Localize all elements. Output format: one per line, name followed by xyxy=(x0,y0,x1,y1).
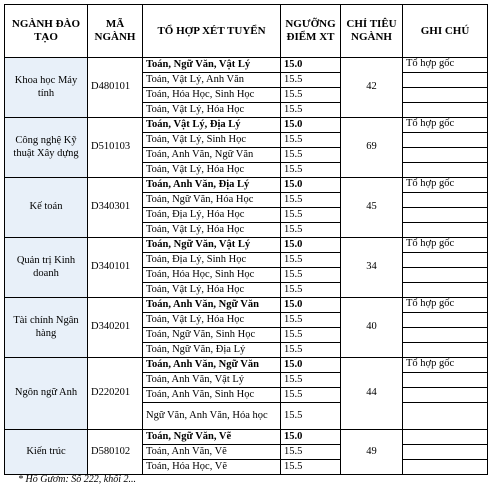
table-body xyxy=(5,58,488,475)
threshold-score: 15.5 xyxy=(281,193,341,208)
header-row xyxy=(5,5,488,58)
threshold-score: 15.5 xyxy=(281,73,341,88)
threshold-score: 15.0 xyxy=(281,118,341,133)
subject-combination: Toán, Anh Văn, Ngữ Văn xyxy=(143,358,281,373)
note-cell: Tổ hợp gốc xyxy=(403,358,488,373)
subject-combination: Toán, Vật Lý, Hóa Học xyxy=(143,283,281,298)
header-score: NGƯỠNG ĐIỂM XT xyxy=(281,5,341,58)
threshold-score: 15.5 xyxy=(281,148,341,163)
table-row xyxy=(5,118,488,133)
subject-combination: Toán, Anh Văn, Vẽ xyxy=(143,445,281,460)
subject-combination: Ngữ Văn, Anh Văn, Hóa học xyxy=(143,403,281,430)
quota-value: 42 xyxy=(341,58,403,118)
subject-combination: Toán, Vật Lý, Hóa Học xyxy=(143,313,281,328)
note-cell: Tổ hợp gốc xyxy=(403,178,488,193)
major-code: D340301 xyxy=(88,178,143,238)
subject-combination: Toán, Hóa Học, Vẽ xyxy=(143,460,281,475)
note-cell xyxy=(403,268,488,283)
threshold-score: 15.5 xyxy=(281,223,341,238)
note-cell xyxy=(403,133,488,148)
threshold-score: 15.5 xyxy=(281,283,341,298)
table-row xyxy=(5,58,488,73)
admission-table xyxy=(4,4,488,475)
note-cell xyxy=(403,388,488,403)
table-row xyxy=(5,430,488,445)
subject-combination: Toán, Anh Văn, Địa Lý xyxy=(143,178,281,193)
major-code: D510103 xyxy=(88,118,143,178)
subject-combination: Toán, Ngữ Văn, Hóa Học xyxy=(143,193,281,208)
note-cell xyxy=(403,343,488,358)
major-code: D580102 xyxy=(88,430,143,475)
threshold-score: 15.5 xyxy=(281,460,341,475)
header-code: MÃ NGÀNH xyxy=(88,5,143,58)
note-cell xyxy=(403,103,488,118)
note-cell xyxy=(403,283,488,298)
subject-combination: Toán, Vật Lý, Hóa Học xyxy=(143,223,281,238)
note-cell xyxy=(403,163,488,178)
major-name: Tài chính Ngân hàng xyxy=(5,298,88,358)
major-name: Khoa học Máy tính xyxy=(5,58,88,118)
quota-value: 69 xyxy=(341,118,403,178)
table-row xyxy=(5,238,488,253)
note-cell: Tổ hợp gốc xyxy=(403,118,488,133)
threshold-score: 15.5 xyxy=(281,373,341,388)
header-combos: TỔ HỢP XÉT TUYỂN xyxy=(143,5,281,58)
major-code: D480101 xyxy=(88,58,143,118)
subject-combination: Toán, Ngữ Văn, Sinh Học xyxy=(143,328,281,343)
threshold-score: 15.5 xyxy=(281,445,341,460)
note-cell xyxy=(403,193,488,208)
threshold-score: 15.5 xyxy=(281,343,341,358)
quota-value: 44 xyxy=(341,358,403,430)
subject-combination: Toán, Vật Lý, Hóa Học xyxy=(143,163,281,178)
major-code: D340201 xyxy=(88,298,143,358)
quota-value: 40 xyxy=(341,298,403,358)
table-row xyxy=(5,178,488,193)
threshold-score: 15.5 xyxy=(281,88,341,103)
quota-value: 34 xyxy=(341,238,403,298)
threshold-score: 15.5 xyxy=(281,103,341,118)
subject-combination: Toán, Vật Lý, Hóa Học xyxy=(143,103,281,118)
subject-combination: Toán, Hóa Học, Sinh Học xyxy=(143,88,281,103)
note-cell: Tổ hợp gốc xyxy=(403,238,488,253)
threshold-score: 15.5 xyxy=(281,313,341,328)
threshold-score: 15.0 xyxy=(281,430,341,445)
note-cell: Tổ hợp gốc xyxy=(403,298,488,313)
subject-combination: Toán, Ngữ Văn, Địa Lý xyxy=(143,343,281,358)
subject-combination: Toán, Địa Lý, Sinh Học xyxy=(143,253,281,268)
subject-combination: Toán, Hóa Học, Sinh Học xyxy=(143,268,281,283)
table-row xyxy=(5,358,488,373)
subject-combination: Toán, Anh Văn, Ngữ Văn xyxy=(143,148,281,163)
note-cell xyxy=(403,460,488,475)
note-cell xyxy=(403,208,488,223)
threshold-score: 15.0 xyxy=(281,238,341,253)
threshold-score: 15.0 xyxy=(281,298,341,313)
threshold-score: 15.0 xyxy=(281,358,341,373)
subject-combination: Toán, Anh Văn, Ngữ Văn xyxy=(143,298,281,313)
note-cell xyxy=(403,73,488,88)
subject-combination: Toán, Vật Lý, Anh Văn xyxy=(143,73,281,88)
note-cell xyxy=(403,430,488,445)
footnote: * Hồ Gươm: Số 222, khối 2... xyxy=(18,474,137,485)
note-cell xyxy=(403,253,488,268)
note-cell xyxy=(403,148,488,163)
major-name: Kế toán xyxy=(5,178,88,238)
major-code: D340101 xyxy=(88,238,143,298)
threshold-score: 15.5 xyxy=(281,133,341,148)
note-cell xyxy=(403,88,488,103)
note-cell: Tổ hợp gốc xyxy=(403,58,488,73)
table-row xyxy=(5,298,488,313)
quota-value: 45 xyxy=(341,178,403,238)
threshold-score: 15.5 xyxy=(281,403,341,430)
threshold-score: 15.5 xyxy=(281,388,341,403)
subject-combination: Toán, Ngữ Văn, Vật Lý xyxy=(143,238,281,253)
quota-value: 49 xyxy=(341,430,403,475)
note-cell xyxy=(403,328,488,343)
subject-combination: Toán, Vật Lý, Sinh Học xyxy=(143,133,281,148)
major-name: Kiến trúc xyxy=(5,430,88,475)
subject-combination: Toán, Anh Văn, Sinh Học xyxy=(143,388,281,403)
threshold-score: 15.0 xyxy=(281,58,341,73)
note-cell xyxy=(403,313,488,328)
threshold-score: 15.5 xyxy=(281,253,341,268)
threshold-score: 15.5 xyxy=(281,328,341,343)
header-quota: CHỈ TIÊU NGÀNH xyxy=(341,5,403,58)
threshold-score: 15.5 xyxy=(281,208,341,223)
subject-combination: Toán, Ngữ Văn, Vẽ xyxy=(143,430,281,445)
note-cell xyxy=(403,223,488,238)
major-code: D220201 xyxy=(88,358,143,430)
threshold-score: 15.5 xyxy=(281,268,341,283)
subject-combination: Toán, Anh Văn, Vật Lý xyxy=(143,373,281,388)
major-name: Công nghệ Kỹ thuật Xây dựng xyxy=(5,118,88,178)
major-name: Ngôn ngữ Anh xyxy=(5,358,88,430)
subject-combination: Toán, Địa Lý, Hóa Học xyxy=(143,208,281,223)
note-cell xyxy=(403,373,488,388)
header-note: GHI CHÚ xyxy=(403,5,488,58)
note-cell xyxy=(403,403,488,430)
subject-combination: Toán, Vật Lý, Địa Lý xyxy=(143,118,281,133)
note-cell xyxy=(403,445,488,460)
threshold-score: 15.5 xyxy=(281,163,341,178)
header-major: NGÀNH ĐÀO TẠO xyxy=(5,5,88,58)
threshold-score: 15.0 xyxy=(281,178,341,193)
subject-combination: Toán, Ngữ Văn, Vật Lý xyxy=(143,58,281,73)
major-name: Quản trị Kinh doanh xyxy=(5,238,88,298)
